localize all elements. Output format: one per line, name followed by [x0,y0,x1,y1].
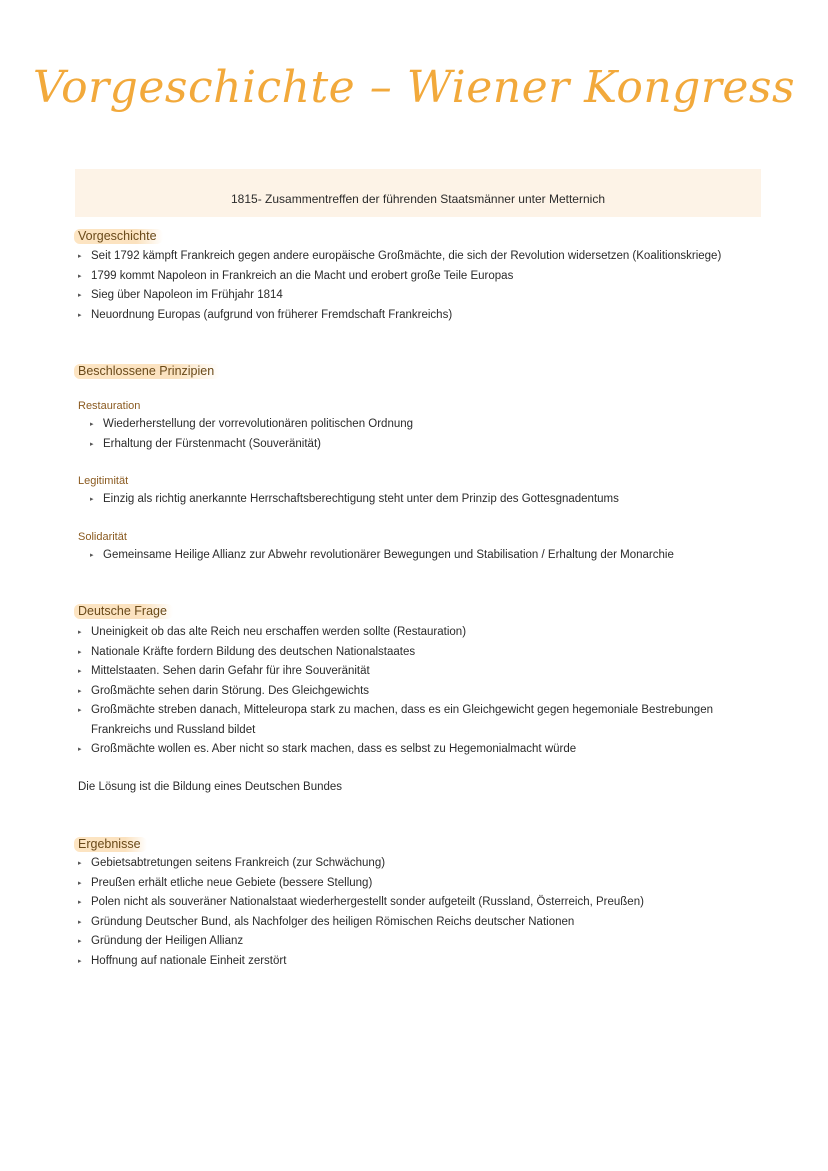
bullet-icon: ▸ [90,421,94,428]
list-item: ▸ Gemeinsame Heilige Allianz zur Abwehr revolutionärer Bewegungen und Stabilisation / Erhaltung der Monarchie [89,546,674,566]
list-item: ▸ Wiederherstellung der vorrevolutionären politischen Ordnung [89,415,413,435]
bullet-icon: ▸ [78,879,82,887]
bullet-icon: ▸ [78,860,82,867]
subheading-legitimitaet: Legitimität [78,475,129,487]
subheading-solidaritaet: Solidarität [78,531,127,543]
list-item: ▸ Großmächte streben danach, Mitteleuropa stark zu machen, dass es ein Gleichgewicht gegen hegemoniale Bestrebungen Frankreichs und Russland bildet [77,701,741,740]
list-item: ▸ Einzig als richtig anerkannte Herrschaftsberechtigung steht unter dem Prinzip des Gottesgnadentums [89,490,619,510]
bullet-icon: ▸ [78,957,82,965]
list-item: ▸ Gebietsabtretungen seitens Frankreich (zur Schwächung) [77,854,644,874]
bullet-icon: ▸ [78,648,82,656]
page-title: Vorgeschichte – Wiener Kongress [32,62,796,113]
subheading-restauration: Restauration [78,400,141,412]
list-solidaritaet [89,546,674,566]
bullet-icon: ▸ [90,552,94,559]
bullet-icon: ▸ [78,292,82,299]
bullet-icon: ▸ [78,687,82,695]
list-item: ▸ Hoffnung auf nationale Einheit zerstört [77,952,644,972]
heading-prinzipien: Beschlossene Prinzipien [74,364,220,379]
list-item: ▸ 1799 kommt Napoleon in Frankreich an die Macht und erobert große Teile Europas [77,267,721,287]
bullet-icon: ▸ [78,668,82,675]
bullet-icon: ▸ [78,938,82,945]
list-item: ▸ Großmächte sehen darin Störung. Des Gleichgewichts [77,682,741,702]
intro-banner [75,169,761,217]
bullet-icon: ▸ [78,918,82,926]
list-item: ▸ Mittelstaaten. Sehen darin Gefahr für ihre Souveränität [77,662,741,682]
heading-deutsche-frage: Deutsche Frage [74,604,173,619]
list-vorgeschichte [77,247,721,325]
list-restauration [89,415,413,454]
list-item: ▸ Erhaltung der Fürstenmacht (Souveränität) [89,435,413,455]
bullet-icon: ▸ [78,272,82,280]
banner-text: 1815- Zusammentreffen der führenden Staatsmänner unter Metternich [231,192,605,206]
list-ergebnisse [77,854,644,971]
list-item: ▸ Uneinigkeit ob das alte Reich neu erschaffen werden sollte (Restauration) [77,623,741,643]
bullet-icon: ▸ [90,440,94,448]
bullet-icon: ▸ [78,746,82,753]
bullet-icon: ▸ [78,253,82,260]
conclusion-text: Die Lösung ist die Bildung eines Deutschen Bundes [78,781,343,793]
list-item: ▸ Gründung Deutscher Bund, als Nachfolger des heiligen Römischen Reichs deutscher Nationen [77,913,644,933]
list-item: ▸ Gründung der Heiligen Allianz [77,932,644,952]
list-item: ▸ Seit 1792 kämpft Frankreich gegen andere europäische Großmächte, die sich der Revolution widersetzen (Koalitionskriege) [77,247,721,267]
list-deutsche-frage [77,623,741,760]
bullet-icon: ▸ [78,707,82,714]
list-item: ▸ Großmächte wollen es. Aber nicht so stark machen, dass es selbst zu Hegemonialmacht würde [77,740,741,760]
list-legitimitaet [89,490,619,510]
bullet-icon: ▸ [78,629,82,636]
list-item: ▸ Nationale Kräfte fordern Bildung des deutschen Nationalstaates [77,643,741,663]
heading-vorgeschichte: Vorgeschichte [74,229,163,244]
bullet-icon: ▸ [78,899,82,906]
heading-ergebnisse: Ergebnisse [74,837,147,852]
bullet-icon: ▸ [90,496,94,503]
list-item: ▸ Sieg über Napoleon im Frühjahr 1814 [77,286,721,306]
list-item: ▸ Neuordnung Europas (aufgrund von früherer Fremdschaft Frankreichs) [77,306,721,326]
list-item: ▸ Polen nicht als souveräner Nationalstaat wiederhergestellt sonder aufgeteilt (Russland, Österreich, Preußen) [77,893,644,913]
bullet-icon: ▸ [78,311,82,319]
list-item: ▸ Preußen erhält etliche neue Gebiete (bessere Stellung) [77,874,644,894]
